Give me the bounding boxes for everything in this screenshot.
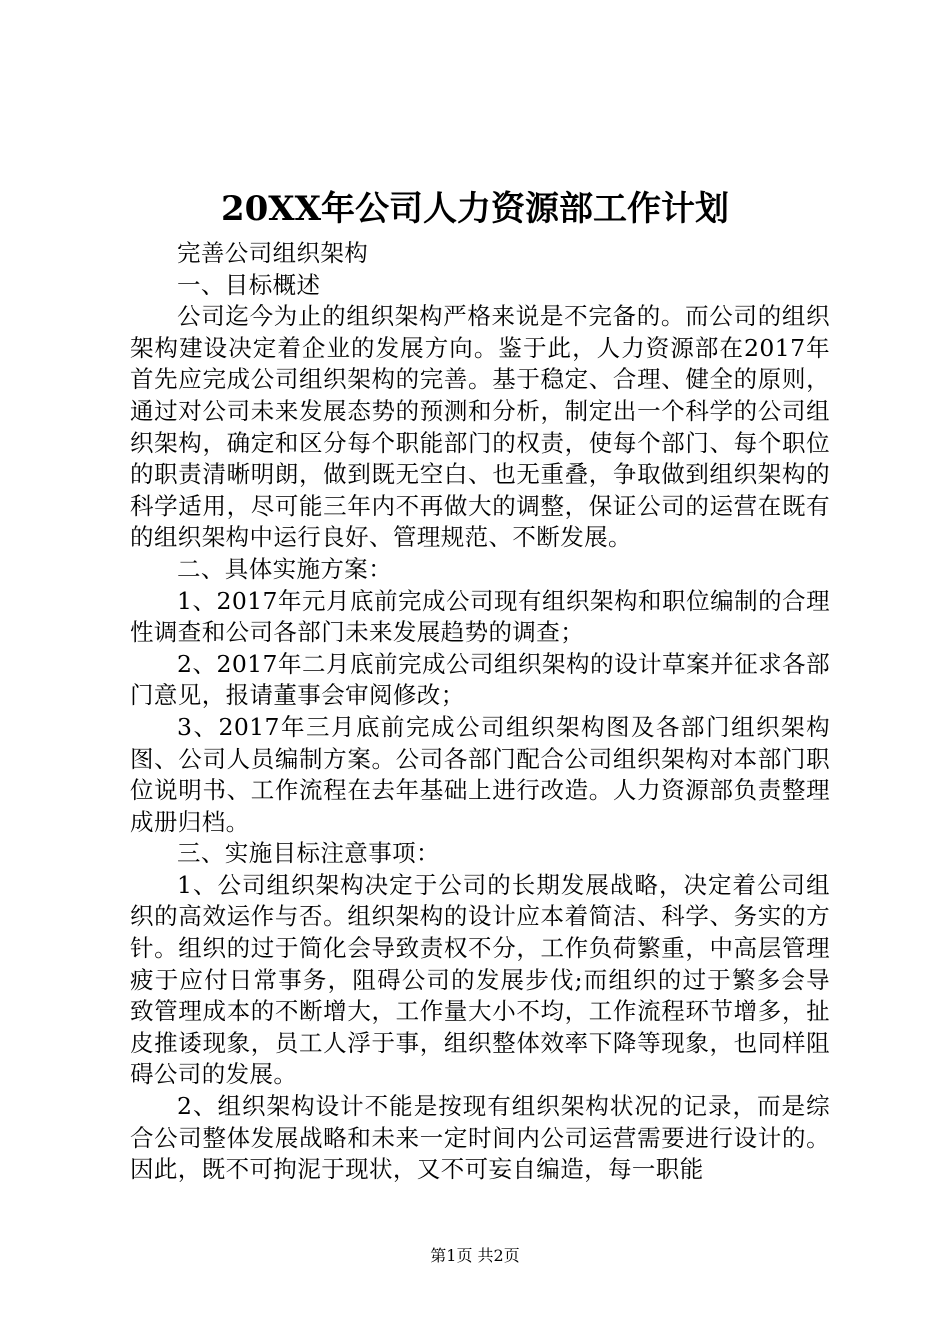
document-body <box>130 238 830 1186</box>
paragraph-heading-plan: 二、具体实施方案： <box>177 554 393 583</box>
page-footer: 第1页 共2页 <box>430 1246 520 1265</box>
paragraph-plan-item-1: 1、2017年元月底前完成公司现有组织架构和职位编制的合理性调查和公司各部门未来发展趋势的调查； <box>130 586 830 647</box>
paragraph-note-item-1: 1、公司组织架构决定于公司的长期发展战略，决定着公司组织的高效运作与否。组织架构的设计应本着简洁、科学、务实的方针。组织的过于简化会导致责权不分，工作负荷繁重，中高层管理疲于应付日常事务，阻碍公司的发展步伐;而组织的过于繁多会导致管理成本的不断增大，工作量大小不均，工作流程环节增多，扯皮推诿现象，员工人浮于事，组织整体效率下降等现象，也同样阻碍公司的发展。 <box>130 870 830 1089</box>
paragraph-heading-notes: 三、实施目标注意事项： <box>177 839 440 868</box>
paragraph-plan-item-2: 2、2017年二月底前完成公司组织架构的设计草案并征求各部门意见，报请董事会审阅修改； <box>130 649 830 710</box>
paragraph-goal-text: 公司迄今为止的组织架构严格来说是不完备的。而公司的组织架构建设决定着企业的发展方向。鉴于此，人力资源部在2017年首先应完成公司组织架构的完善。基于稳定、合理、健全的原则，通过对公司未来发展态势的预测和分析，制定出一个科学的公司组织架构，确定和区分每个职能部门的权责，使每个部门、每个职位的职责清晰明朗，做到既无空白、也无重叠，争取做到组织架构的科学适用，尽可能三年内不再做大的调整，保证公司的运营在既有的组织架构中运行良好、管理规范、不断发展。 <box>130 302 830 552</box>
paragraph-heading-goal: 一、目标概述 <box>177 270 321 299</box>
paragraph-note-item-2: 2、组织架构设计不能是按现有组织架构状况的记录，而是综合公司整体发展战略和未来一定时间内公司运营需要进行设计的。因此，既不可拘泥于现状，又不可妄自编造，每一职能 <box>130 1092 830 1184</box>
paragraph-plan-item-3: 3、2017年三月底前完成公司组织架构图及各部门组织架构图、公司人员编制方案。公司各部门配合公司组织架构对本部门职位说明书、工作流程在去年基础上进行改造。人力资源部负责整理成册归档。 <box>130 712 830 836</box>
document-title: 20XX年公司人力资源部工作计划 <box>220 189 730 229</box>
paragraph-section-heading: 完善公司组织架构 <box>177 239 369 267</box>
